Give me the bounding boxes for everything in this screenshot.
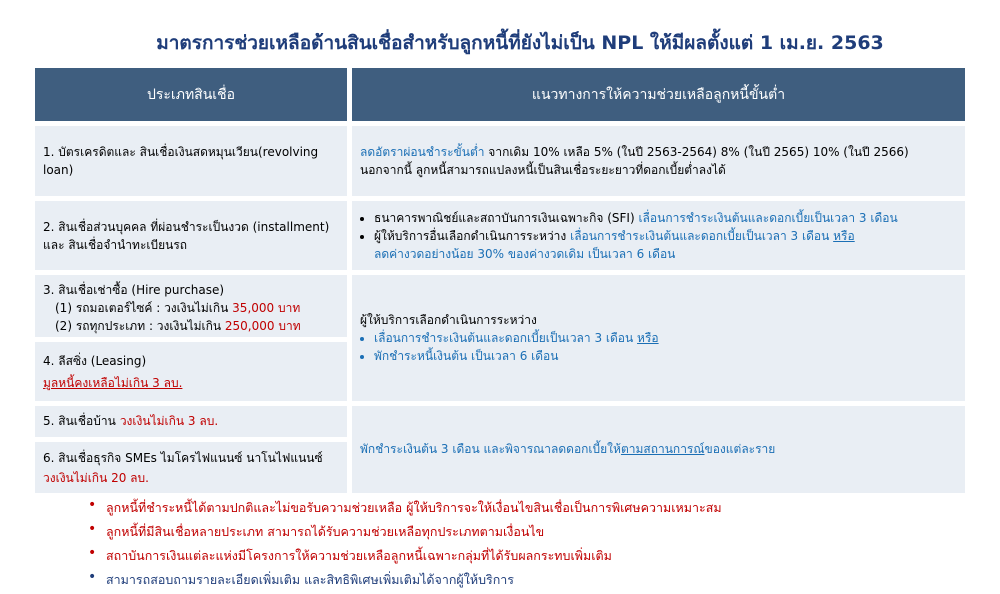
row3-sub1-label: (1) รถมอเตอร์ไซค์ : วงเงินไม่เกิน [55, 301, 233, 315]
row5-type: 5. สินเชื่อบ้าน [43, 414, 116, 428]
row3-sub-1 [43, 299, 339, 317]
row2-item2-highlight2: ลดค่างวดอย่างน้อย 30% ของค่างวดเดิม เป็นเวลา 6 เดือน [374, 246, 676, 261]
row3-sub1-amount: 35,000 บาท [232, 301, 301, 315]
row2-item2-highlight: เลื่อนการชำระเงินต้นและดอกเบี้ยเป็นเวลา 3 เดือน [570, 228, 830, 243]
row4-sub: มูลหนี้คงเหลือไม่เกิน 3 ลบ. [43, 375, 183, 390]
row3-sub-2 [43, 317, 339, 335]
row56-guide-underlined: ตามสถานการณ์ [620, 442, 705, 456]
row1-type-cell [35, 126, 347, 196]
row2-guide-item-1 [374, 209, 898, 227]
row56-guide-cell [352, 406, 965, 493]
row2-item2-or: หรือ [833, 228, 855, 243]
row2-guide-cell [352, 201, 965, 270]
row1-guide-cell [352, 126, 965, 196]
row3-sub2-label: (2) รถทุกประเภท : วงเงินไม่เกิน [55, 319, 225, 333]
note-item: • ลูกหนี้ที่ชำระหนี้ได้ตามปกติและไม่ขอรับความช่วยเหลือ ผู้ให้บริการจะให้เงื่อนไขสินเชื่อเป็นการพิเศษความเหมาะสม [88, 498, 722, 518]
header-loan-type [35, 68, 347, 121]
row4-type-cell [35, 342, 347, 401]
row34-lead: ผู้ให้บริการเลือกดำเนินการระหว่าง [360, 313, 537, 327]
row34-guide-item-2 [374, 347, 957, 365]
row34-item1-or: หรือ [637, 331, 659, 345]
row2-item2-text: ผู้ให้บริการอื่นเลือกดำเนินการระหว่าง [374, 228, 571, 243]
row34-guide-cell [352, 275, 965, 401]
row2-item1-text: ธนาคารพาณิชย์และสถาบันการเงินเฉพาะกิจ (SFI) [374, 210, 639, 225]
row1-guide-line2: นอกจากนี้ ลูกหนี้สามารถแปลงหนี้เป็นสินเชื่อระยะยาวที่ดอกเบี้ยต่ำลงได้ [360, 163, 726, 177]
row2-guide-item-2 [374, 227, 898, 263]
row3-sub2-amount: 250,000 บาท [224, 319, 301, 333]
row4-type: 4. ลีสซิ่ง (Leasing) [43, 353, 147, 368]
row34-item2-text: พักชำระหนี้เงินต้น เป็นเวลา 6 เดือน [374, 349, 559, 363]
row3-type-cell [35, 275, 347, 337]
row56-guide-text: พักชำระเงินต้น 3 เดือน และพิจารณาลดดอกเบี้ยให้ [360, 442, 621, 456]
notes-list [88, 498, 722, 594]
row56-guide-tail: ของแต่ละราย [704, 442, 776, 456]
row6-type-cell [35, 442, 347, 493]
row56-guide [360, 440, 775, 459]
row1-guide-rest: จากเดิม 10% เหลือ 5% (ในปี 2563-2564) 8% (ในปี 2565) 10% (ในปี 2566) [484, 145, 909, 159]
row34-item1-text: เลื่อนการชำระเงินต้นและดอกเบี้ยเป็นเวลา 3 เดือน [374, 331, 634, 345]
header-guidance [352, 68, 965, 121]
page-title: มาตรการช่วยเหลือด้านสินเชื่อสำหรับลูกหนี้ที่ยังไม่เป็น NPL ให้มีผลตั้งแต่ 1 เม.ย. 2563 [156, 32, 884, 54]
row3-type: 3. สินเชื่อเช่าซื้อ (Hire purchase) [43, 283, 225, 297]
row2-item1-highlight: เลื่อนการชำระเงินต้นและดอกเบี้ยเป็นเวลา 3 เดือน [638, 210, 898, 225]
note-item: • สถาบันการเงินแต่ละแห่งมีโครงการให้ความช่วยเหลือลูกหนี้เฉพาะกลุ่มที่ได้รับผลกระทบเพิ่มเติม [88, 546, 722, 566]
note-item: • ลูกหนี้ที่มีสินเชื่อหลายประเภท สามารถได้รับความช่วยเหลือทุกประเภทตามเงื่อนไข [88, 522, 722, 542]
header-loan-type-label: ประเภทสินเชื่อ [147, 86, 235, 103]
row6-type: 6. สินเชื่อธุรกิจ SMEs ไมโครไฟแนนซ์ นาโนไฟแนนซ์ [43, 450, 323, 465]
row1-guide-highlight: ลดอัตราผ่อนชำระขั้นต่ำ [360, 145, 485, 159]
row2-guide-list [360, 209, 898, 263]
header-guidance-label: แนวทางการให้ความช่วยเหลือลูกหนี้ขั้นต่ำ [531, 86, 786, 103]
row1-guide-line1 [360, 143, 957, 161]
row5-limit: วงเงินไม่เกิน 3 ลบ. [119, 414, 219, 428]
row34-guide-item-1 [374, 329, 957, 347]
note-item: • สามารถสอบถามรายละเอียดเพิ่มเติม และสิทธิพิเศษเพิ่มเติมได้จากผู้ให้บริการ [88, 570, 722, 590]
row2-type: 2. สินเชื่อส่วนบุคคล ที่ผ่อนชำระเป็นงวด (installment) และ สินเชื่อจำนำทะเบียนรถ [43, 219, 330, 252]
row6-limit: วงเงินไม่เกิน 20 ลบ. [43, 470, 149, 485]
row5-type-cell [35, 406, 347, 437]
row1-type: 1. บัตรเครดิตและ สินเชื่อเงินสดหมุนเวียน(revolving loan) [43, 145, 319, 177]
row2-type-cell [35, 201, 347, 270]
row34-guide-list [360, 329, 957, 365]
